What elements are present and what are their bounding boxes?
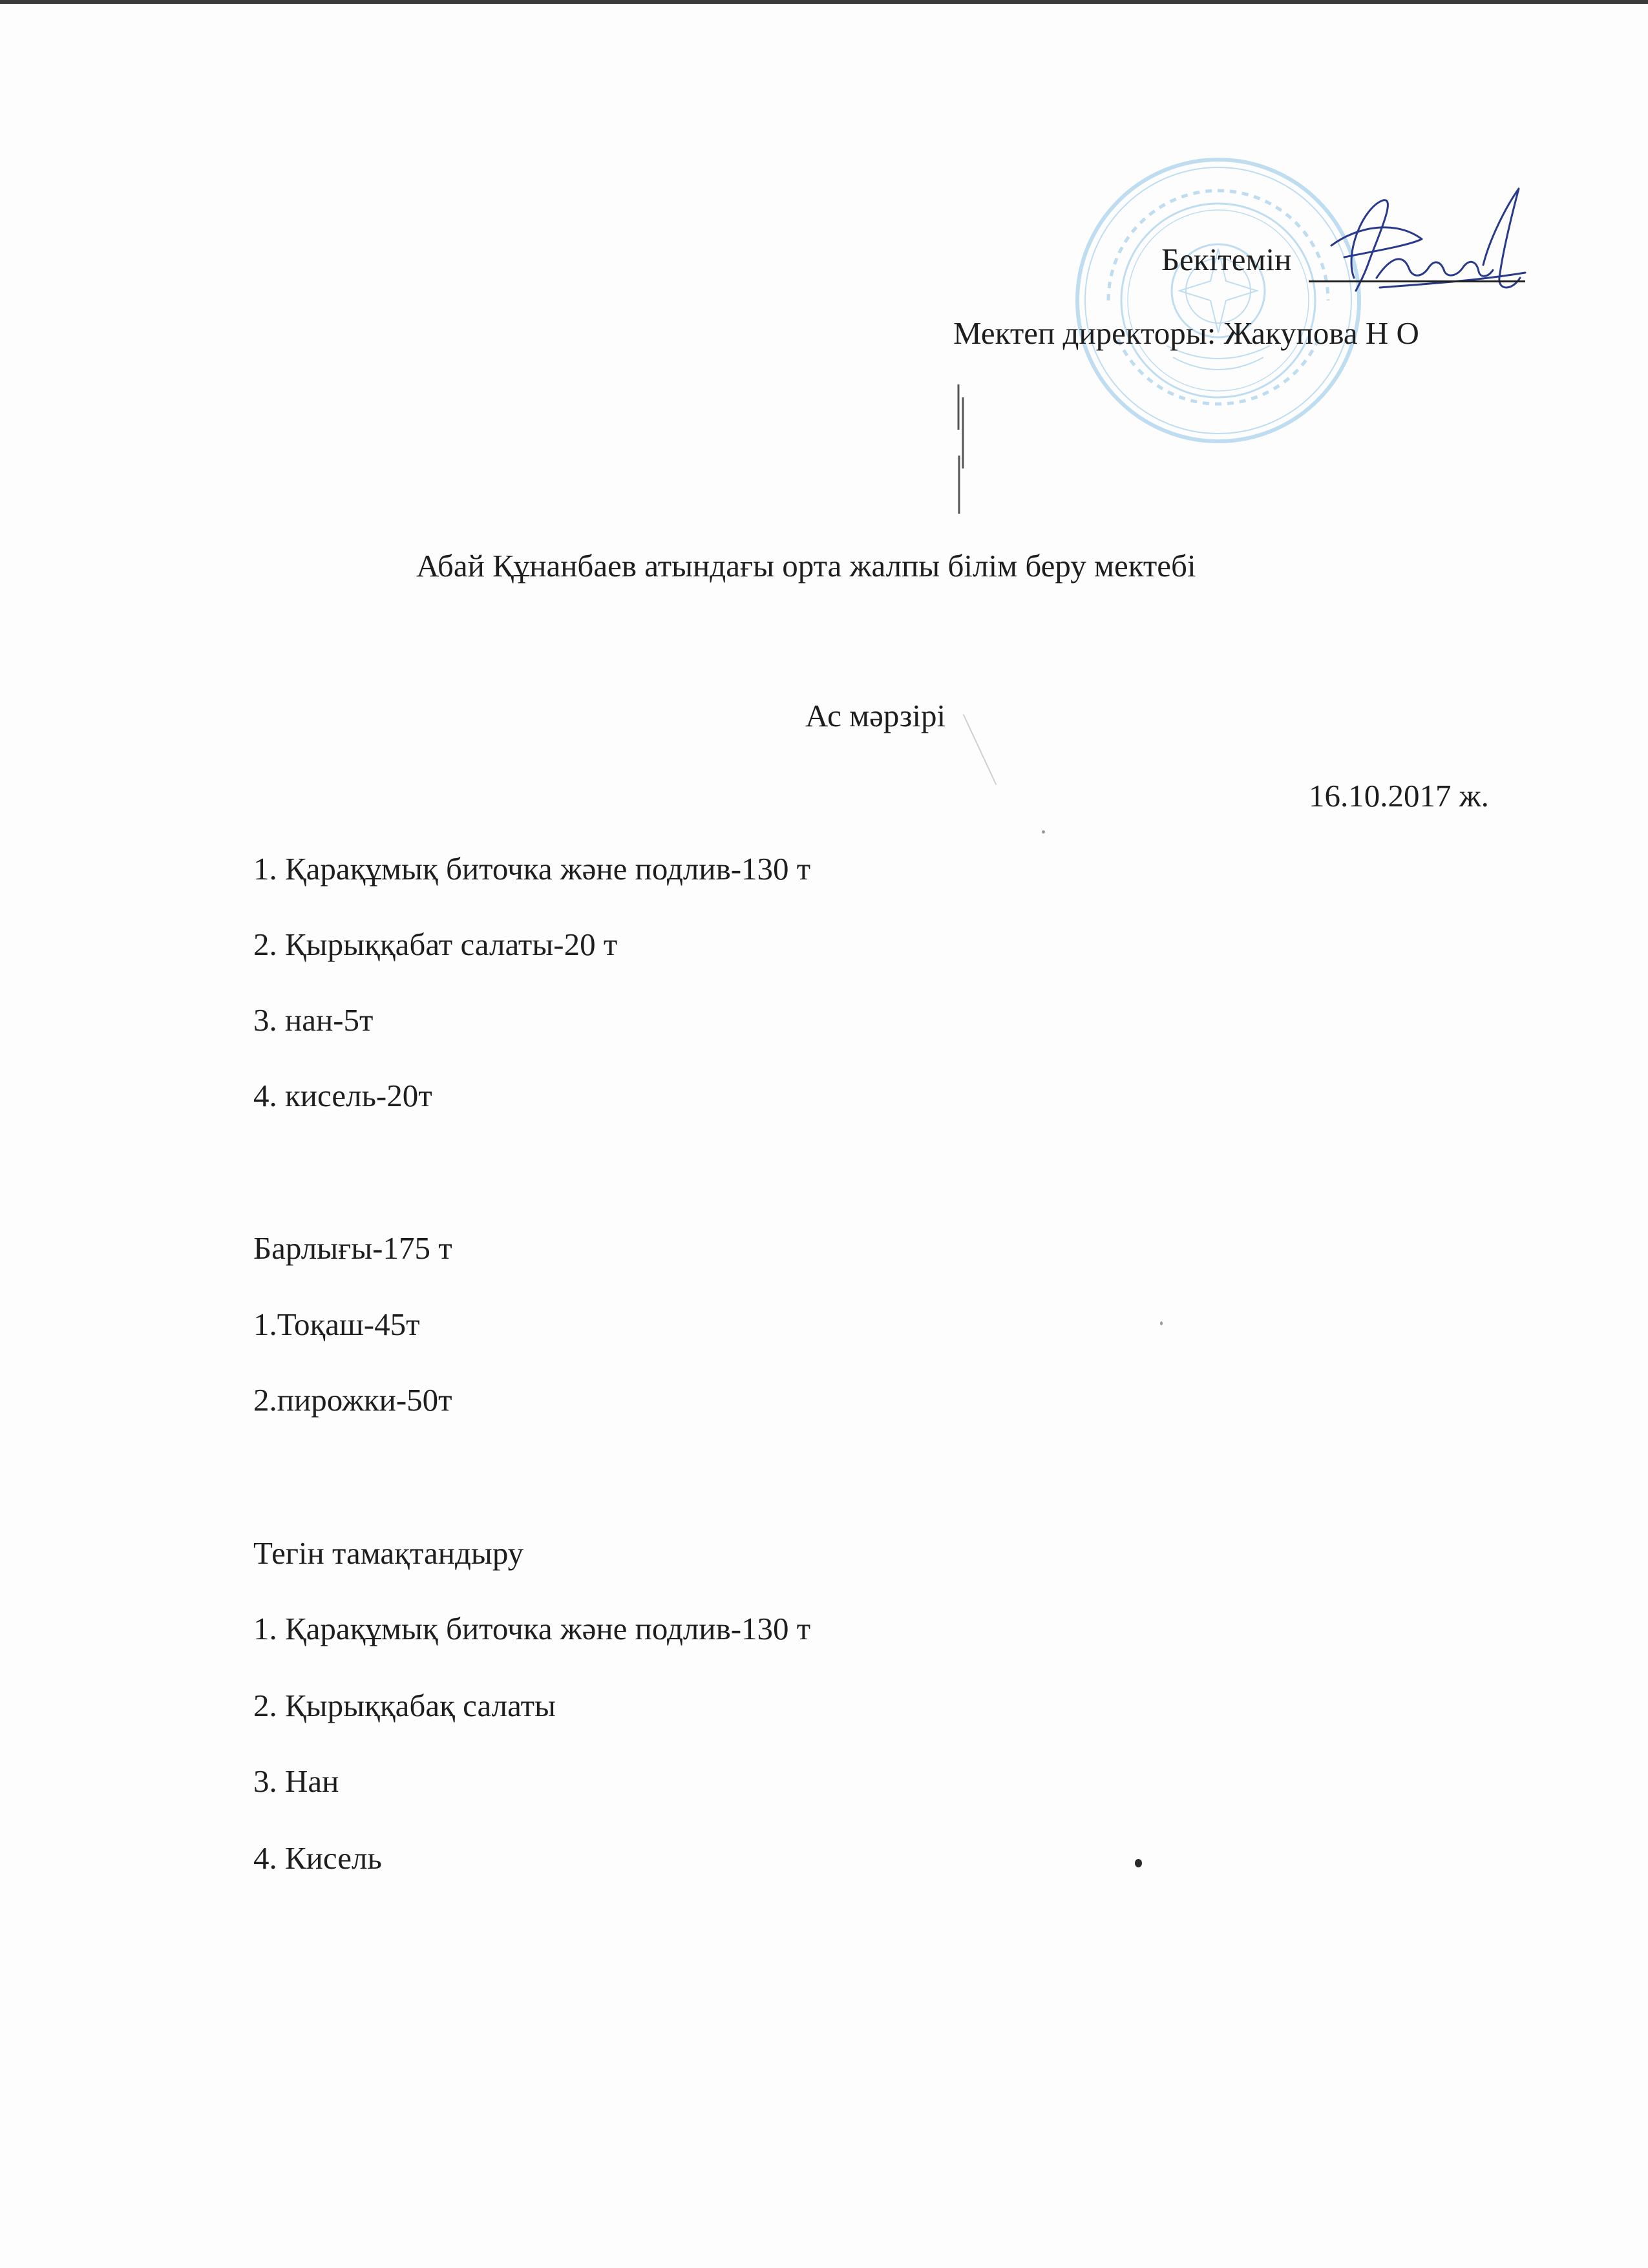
free-meal-title: Тегін тамақтандыру — [253, 1535, 524, 1571]
scan-top-edge — [0, 0, 1648, 4]
scan-artifact-marks — [955, 384, 968, 520]
school-title: Абай Құнанбаев атындағы орта жалпы білім беру мектебі — [416, 548, 1196, 583]
scan-artifact-line — [963, 714, 997, 785]
list-item: 2. Қырыққабат салаты-20 т — [253, 927, 618, 962]
list-item: 3. Нан — [253, 1763, 339, 1799]
menu-date: 16.10.2017 ж. — [1309, 778, 1489, 814]
list-item: 2.пирожки-50т — [253, 1382, 452, 1418]
menu-total: Барлығы-175 т — [253, 1230, 452, 1266]
ink-speck — [1160, 1321, 1163, 1325]
ink-speck — [1042, 830, 1045, 834]
list-item: 1.Тоқаш-45т — [253, 1307, 420, 1342]
ink-speck — [1135, 1859, 1142, 1867]
menu-title: Ас мәрзірі — [805, 698, 946, 733]
list-item: 1. Қарақұмық биточка және подлив-130 т — [253, 1611, 811, 1646]
list-item: 4. кисель-20т — [253, 1078, 432, 1113]
list-item: 1. Қарақұмық биточка және подлив-130 т — [253, 851, 811, 887]
director-signature — [1318, 181, 1532, 304]
signature-line — [1309, 280, 1525, 282]
director-line: Мектеп директоры: Жакупова Н О — [953, 315, 1419, 351]
list-item: 4. Кисель — [253, 1840, 382, 1876]
list-item: 3. нан-5т — [253, 1002, 374, 1038]
approve-label: Бекітемін — [1161, 242, 1292, 277]
list-item: 2. Қырыққабақ салаты — [253, 1688, 556, 1723]
